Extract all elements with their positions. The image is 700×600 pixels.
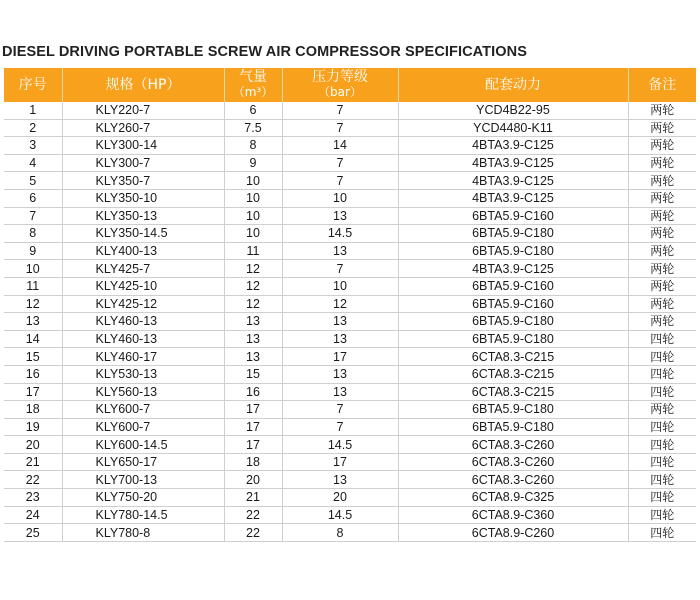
cell-no: 20 [4,436,62,454]
cell-pressure: 10 [282,277,398,295]
cell-air-volume: 10 [224,207,282,225]
cell-engine: 6BTA5.9-C180 [398,242,628,260]
cell-model: KLY600-14.5 [62,436,224,454]
cell-pressure: 14.5 [282,225,398,243]
cell-model: KLY460-13 [62,330,224,348]
cell-engine: 6BTA5.9-C180 [398,418,628,436]
cell-remark: 两轮 [628,242,696,260]
cell-pressure: 13 [282,471,398,489]
table-row [4,277,696,295]
cell-model: KLY700-13 [62,471,224,489]
cell-remark: 两轮 [628,277,696,295]
cell-no: 23 [4,489,62,507]
cell-engine: 6BTA5.9-C180 [398,313,628,331]
cell-no: 6 [4,189,62,207]
header-engine: 配套动力 [398,68,628,102]
header-air-volume-unit: （m³） [232,85,274,99]
table-row [4,207,696,225]
cell-pressure: 7 [282,260,398,278]
cell-air-volume: 17 [224,436,282,454]
cell-remark: 两轮 [628,225,696,243]
cell-pressure: 7 [282,154,398,172]
table-row [4,524,696,542]
table-row [4,242,696,260]
cell-remark: 四轮 [628,348,696,366]
cell-pressure: 7 [282,418,398,436]
cell-no: 18 [4,401,62,419]
cell-model: KLY780-14.5 [62,506,224,524]
cell-air-volume: 22 [224,506,282,524]
cell-air-volume: 17 [224,401,282,419]
cell-engine: 6CTA8.3-C260 [398,471,628,489]
cell-model: KLY350-7 [62,172,224,190]
cell-remark: 四轮 [628,453,696,471]
cell-no: 14 [4,330,62,348]
cell-no: 2 [4,119,62,137]
cell-pressure: 7 [282,119,398,137]
cell-model: KLY300-14 [62,137,224,155]
cell-no: 7 [4,207,62,225]
cell-model: KLY600-7 [62,401,224,419]
cell-remark: 两轮 [628,313,696,331]
cell-engine: 4BTA3.9-C125 [398,172,628,190]
table-row [4,348,696,366]
cell-remark: 四轮 [628,383,696,401]
table-row [4,225,696,243]
table-row [4,471,696,489]
cell-remark: 四轮 [628,330,696,348]
cell-engine: YCD4480-K11 [398,119,628,137]
cell-air-volume: 6 [224,102,282,119]
cell-pressure: 14 [282,137,398,155]
table-row [4,401,696,419]
cell-no: 12 [4,295,62,313]
cell-pressure: 7 [282,172,398,190]
cell-pressure: 7 [282,401,398,419]
cell-remark: 两轮 [628,172,696,190]
cell-engine: 6CTA8.3-C215 [398,383,628,401]
cell-no: 4 [4,154,62,172]
cell-engine: 6BTA5.9-C160 [398,295,628,313]
cell-no: 25 [4,524,62,542]
cell-model: KLY600-7 [62,418,224,436]
cell-air-volume: 10 [224,189,282,207]
cell-pressure: 13 [282,207,398,225]
cell-model: KLY220-7 [62,102,224,119]
cell-remark: 四轮 [628,436,696,454]
cell-air-volume: 9 [224,154,282,172]
cell-pressure: 10 [282,189,398,207]
header-pressure [282,68,398,102]
cell-pressure: 8 [282,524,398,542]
cell-model: KLY300-7 [62,154,224,172]
cell-air-volume: 13 [224,330,282,348]
table-row [4,313,696,331]
header-air-volume-label: 气量 [239,69,267,85]
cell-air-volume: 10 [224,225,282,243]
cell-model: KLY350-13 [62,207,224,225]
cell-no: 19 [4,418,62,436]
cell-model: KLY750-20 [62,489,224,507]
cell-pressure: 17 [282,453,398,471]
cell-remark: 四轮 [628,506,696,524]
cell-air-volume: 21 [224,489,282,507]
cell-air-volume: 16 [224,383,282,401]
cell-engine: 6BTA5.9-C180 [398,330,628,348]
cell-model: KLY530-13 [62,365,224,383]
cell-model: KLY425-10 [62,277,224,295]
cell-remark: 两轮 [628,137,696,155]
cell-air-volume: 18 [224,453,282,471]
cell-engine: 4BTA3.9-C125 [398,154,628,172]
cell-pressure: 14.5 [282,436,398,454]
cell-air-volume: 8 [224,137,282,155]
cell-air-volume: 12 [224,260,282,278]
cell-pressure: 7 [282,102,398,119]
cell-engine: 6BTA5.9-C180 [398,225,628,243]
cell-pressure: 13 [282,330,398,348]
cell-remark: 四轮 [628,471,696,489]
cell-no: 15 [4,348,62,366]
table-row [4,102,696,119]
cell-air-volume: 20 [224,471,282,489]
table-row [4,295,696,313]
cell-no: 22 [4,471,62,489]
cell-pressure: 13 [282,365,398,383]
cell-model: KLY780-8 [62,524,224,542]
cell-model: KLY400-13 [62,242,224,260]
cell-air-volume: 22 [224,524,282,542]
cell-pressure: 17 [282,348,398,366]
cell-engine: 6CTA8.3-C260 [398,453,628,471]
table-row [4,172,696,190]
cell-model: KLY425-12 [62,295,224,313]
cell-remark: 两轮 [628,189,696,207]
table-row [4,119,696,137]
cell-air-volume: 17 [224,418,282,436]
cell-pressure: 20 [282,489,398,507]
cell-engine: 6BTA5.9-C160 [398,277,628,295]
cell-no: 9 [4,242,62,260]
cell-pressure: 13 [282,313,398,331]
cell-air-volume: 13 [224,313,282,331]
cell-remark: 四轮 [628,489,696,507]
cell-no: 21 [4,453,62,471]
cell-pressure: 13 [282,383,398,401]
cell-remark: 两轮 [628,295,696,313]
cell-engine: 6CTA8.3-C215 [398,348,628,366]
cell-air-volume: 11 [224,242,282,260]
cell-model: KLY650-17 [62,453,224,471]
cell-engine: 6CTA8.3-C260 [398,436,628,454]
cell-engine: YCD4B22-95 [398,102,628,119]
cell-engine: 4BTA3.9-C125 [398,137,628,155]
cell-model: KLY460-17 [62,348,224,366]
cell-no: 17 [4,383,62,401]
table-row [4,330,696,348]
cell-engine: 6BTA5.9-C180 [398,401,628,419]
table-row [4,365,696,383]
cell-air-volume: 12 [224,295,282,313]
cell-engine: 4BTA3.9-C125 [398,260,628,278]
cell-remark: 四轮 [628,418,696,436]
cell-pressure: 13 [282,242,398,260]
cell-pressure: 14.5 [282,506,398,524]
table-row [4,436,696,454]
cell-no: 16 [4,365,62,383]
cell-no: 13 [4,313,62,331]
cell-no: 5 [4,172,62,190]
cell-air-volume: 15 [224,365,282,383]
table-row [4,260,696,278]
cell-no: 24 [4,506,62,524]
cell-model: KLY260-7 [62,119,224,137]
header-air-volume [224,68,282,102]
cell-no: 8 [4,225,62,243]
cell-no: 3 [4,137,62,155]
cell-engine: 6CTA8.9-C325 [398,489,628,507]
table-row [4,189,696,207]
cell-model: KLY350-14.5 [62,225,224,243]
cell-air-volume: 13 [224,348,282,366]
page-title: DIESEL DRIVING PORTABLE SCREW AIR COMPRESSOR SPECIFICATIONS [2,44,527,60]
header-pressure-label: 压力等级 [312,69,368,85]
cell-engine: 6CTA8.9-C360 [398,506,628,524]
table-row [4,506,696,524]
specifications-table [4,68,696,542]
table-row [4,453,696,471]
table-row [4,137,696,155]
cell-remark: 两轮 [628,154,696,172]
cell-no: 11 [4,277,62,295]
header-pressure-unit: （bar） [318,85,362,99]
cell-no: 10 [4,260,62,278]
cell-remark: 四轮 [628,365,696,383]
header-model: 规格（HP） [62,68,224,102]
cell-remark: 两轮 [628,102,696,119]
header-remark: 备注 [628,68,696,102]
cell-model: KLY460-13 [62,313,224,331]
cell-air-volume: 7.5 [224,119,282,137]
cell-air-volume: 12 [224,277,282,295]
table-row [4,383,696,401]
cell-no: 1 [4,102,62,119]
cell-pressure: 12 [282,295,398,313]
cell-engine: 6CTA8.9-C260 [398,524,628,542]
cell-remark: 四轮 [628,524,696,542]
cell-model: KLY425-7 [62,260,224,278]
cell-remark: 两轮 [628,119,696,137]
cell-air-volume: 10 [224,172,282,190]
cell-model: KLY350-10 [62,189,224,207]
header-no: 序号 [4,68,62,102]
cell-remark: 两轮 [628,401,696,419]
cell-remark: 两轮 [628,207,696,225]
table-header-row [4,68,696,102]
cell-engine: 4BTA3.9-C125 [398,189,628,207]
cell-remark: 两轮 [628,260,696,278]
table-body [4,102,696,541]
table-row [4,418,696,436]
table-row [4,154,696,172]
cell-engine: 6CTA8.3-C215 [398,365,628,383]
table-row [4,489,696,507]
cell-model: KLY560-13 [62,383,224,401]
cell-engine: 6BTA5.9-C160 [398,207,628,225]
